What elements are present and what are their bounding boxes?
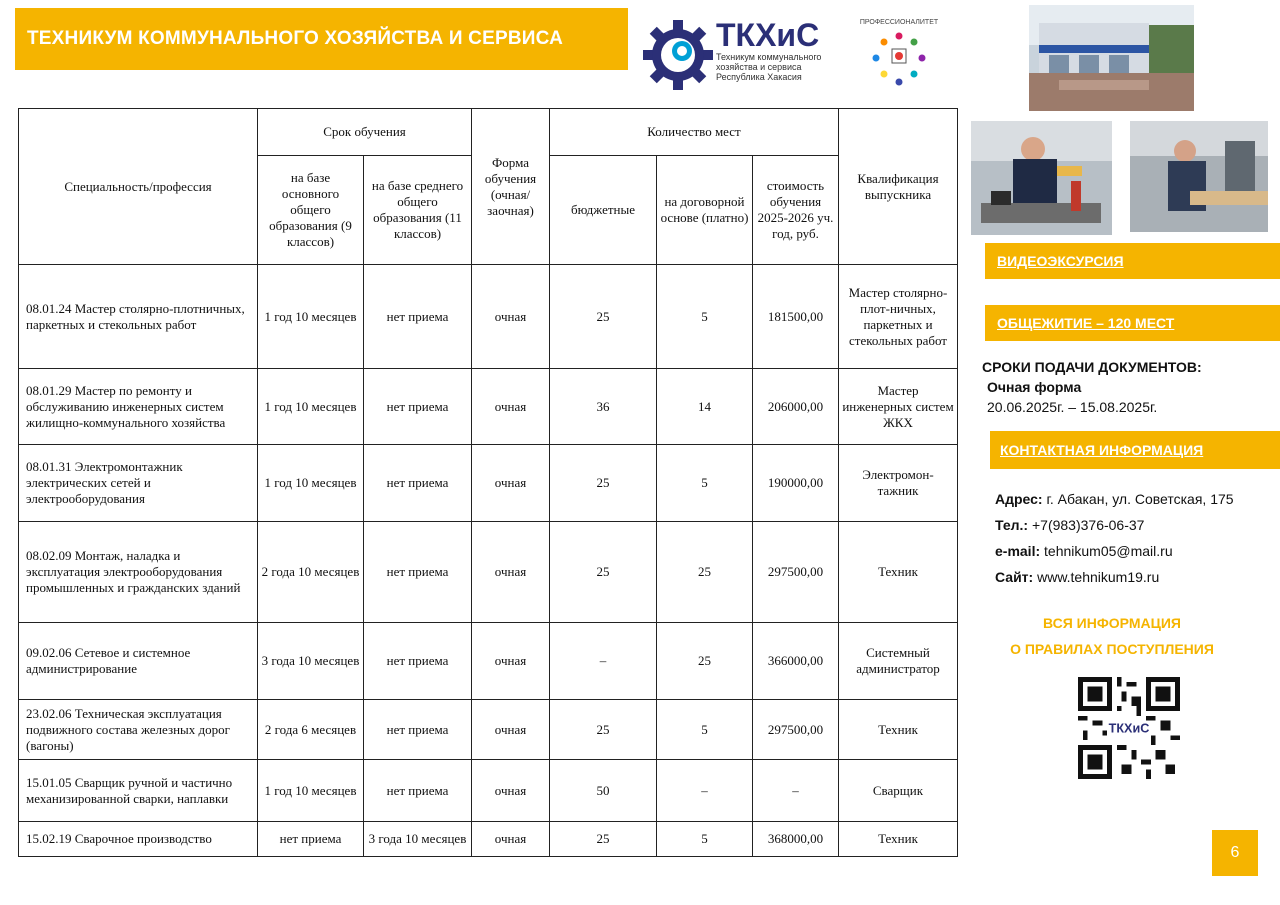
site-label: Сайт: bbox=[995, 569, 1034, 585]
header-specialty: Специальность/профессия bbox=[19, 109, 258, 265]
cell-duration-11: 3 года 10 месяцев bbox=[364, 822, 472, 857]
qr-label: ТКХиС bbox=[1108, 721, 1150, 736]
cell-duration-11: нет приема bbox=[364, 522, 472, 623]
cell-contract: – bbox=[657, 760, 753, 822]
cell-cost: 366000,00 bbox=[753, 623, 839, 700]
cell-qualification: Техник bbox=[839, 700, 958, 760]
tkhis-logo bbox=[643, 16, 843, 98]
cell-budget: 25 bbox=[550, 522, 657, 623]
page-title: ТЕХНИКУМ КОММУНАЛЬНОГО ХОЗЯЙСТВА И СЕРВИСА bbox=[27, 28, 563, 49]
cell-form: очная bbox=[472, 760, 550, 822]
cell-qualification: Мастер столярно-плот-ничных, паркетных и стекольных работ bbox=[839, 265, 958, 369]
video-tour-label: ВИДЕОЭКСУРСИЯ bbox=[997, 253, 1124, 269]
cell-duration-11: нет приема bbox=[364, 760, 472, 822]
cell-qualification: Электромон-тажник bbox=[839, 445, 958, 522]
workshop-photo-left bbox=[971, 121, 1112, 235]
cell-budget: 50 bbox=[550, 760, 657, 822]
logo-title: ТКХиС bbox=[716, 17, 820, 53]
cell-contract: 5 bbox=[657, 445, 753, 522]
cell-form: очная bbox=[472, 522, 550, 623]
header-duration: Срок обучения bbox=[258, 109, 472, 156]
cell-contract: 25 bbox=[657, 522, 753, 623]
info-line-1: ВСЯ ИНФОРМАЦИЯ bbox=[1043, 615, 1181, 631]
professionalitet-logo-icon bbox=[856, 12, 942, 96]
table-row bbox=[19, 822, 958, 857]
cell-duration-9: 1 год 10 месяцев bbox=[258, 265, 364, 369]
cell-budget: 25 bbox=[550, 445, 657, 522]
deadline-form: Очная форма bbox=[987, 379, 1082, 395]
page-number: 6 bbox=[1212, 830, 1258, 876]
cell-form: очная bbox=[472, 700, 550, 760]
cell-duration-9: 1 год 10 месяцев bbox=[258, 369, 364, 445]
prof-logo-label: ПРОФЕССИОНАЛИТЕТ bbox=[859, 19, 939, 26]
cell-specialty: 08.01.31 Электромонтажник электрических сетей и электрооборудования bbox=[19, 445, 258, 522]
cell-duration-9: 1 год 10 месяцев bbox=[258, 760, 364, 822]
cell-duration-9: 2 года 10 месяцев bbox=[258, 522, 364, 623]
table-row bbox=[19, 265, 958, 369]
phone-value[interactable]: +7(983)376-06-37 bbox=[1031, 517, 1145, 533]
cell-duration-9: нет приема bbox=[258, 822, 364, 857]
cell-duration-9: 1 год 10 месяцев bbox=[258, 445, 364, 522]
cell-form: очная bbox=[472, 623, 550, 700]
cell-contract: 25 bbox=[657, 623, 753, 700]
header-qualification: Квалификация выпускника bbox=[839, 109, 958, 265]
cell-cost: 297500,00 bbox=[753, 700, 839, 760]
cell-form: очная bbox=[472, 369, 550, 445]
cell-cost: 206000,00 bbox=[753, 369, 839, 445]
header-form: Форма обучения (очная/ заочная) bbox=[472, 109, 550, 265]
cell-contract: 5 bbox=[657, 700, 753, 760]
cell-qualification: Техник bbox=[839, 522, 958, 623]
cell-duration-11: нет приема bbox=[364, 623, 472, 700]
cell-qualification: Системный администратор bbox=[839, 623, 958, 700]
phone-label: Тел.: bbox=[995, 517, 1029, 533]
deadline-title: СРОКИ ПОДАЧИ ДОКУМЕНТОВ: bbox=[982, 359, 1202, 375]
cell-duration-11: нет приема bbox=[364, 700, 472, 760]
cell-cost: 368000,00 bbox=[753, 822, 839, 857]
cell-budget: 25 bbox=[550, 822, 657, 857]
cell-specialty: 15.02.19 Сварочное производство bbox=[19, 822, 258, 857]
cell-qualification: Сварщик bbox=[839, 760, 958, 822]
cell-specialty: 09.02.06 Сетевое и системное администрирование bbox=[19, 623, 258, 700]
table-row bbox=[19, 623, 958, 700]
cell-qualification: Мастер инженерных систем ЖКХ bbox=[839, 369, 958, 445]
header-budget: бюджетные bbox=[550, 156, 657, 265]
address-label: Адрес: bbox=[995, 491, 1043, 507]
qr-code-icon[interactable] bbox=[1078, 677, 1180, 779]
table-row bbox=[19, 445, 958, 522]
dorm-label: ОБЩЕЖИТИЕ – 120 МЕСТ bbox=[997, 315, 1175, 331]
workshop-photo-right bbox=[1130, 121, 1268, 232]
cell-form: очная bbox=[472, 445, 550, 522]
deadline-dates: 20.06.2025г. – 15.08.2025г. bbox=[987, 399, 1158, 415]
cell-budget: – bbox=[550, 623, 657, 700]
deadline-block bbox=[982, 357, 1202, 417]
contact-info-label: КОНТАКТНАЯ ИНФОРМАЦИЯ bbox=[1000, 442, 1204, 458]
cell-budget: 25 bbox=[550, 700, 657, 760]
cell-contract: 14 bbox=[657, 369, 753, 445]
info-line-2: О ПРАВИЛАХ ПОСТУПЛЕНИЯ bbox=[1010, 641, 1214, 657]
gear-logo-icon bbox=[643, 20, 713, 90]
admission-rules-note bbox=[982, 610, 1242, 662]
header-contract: на договорной основе (платно) bbox=[657, 156, 753, 265]
cell-duration-11: нет приема bbox=[364, 369, 472, 445]
table-row bbox=[19, 700, 958, 760]
cell-contract: 5 bbox=[657, 822, 753, 857]
logo-subtitle: Техникум коммунального хозяйства и сервиса Республика Хакасия bbox=[716, 52, 822, 82]
video-tour-link[interactable] bbox=[985, 243, 1280, 279]
cell-cost: 297500,00 bbox=[753, 522, 839, 623]
dorm-link[interactable] bbox=[985, 305, 1280, 341]
cell-cost: 190000,00 bbox=[753, 445, 839, 522]
table-row bbox=[19, 369, 958, 445]
building-photo bbox=[1029, 5, 1194, 111]
cell-specialty: 08.01.24 Мастер столярно-плотничных, паркетных и стекольных работ bbox=[19, 265, 258, 369]
contact-info-link[interactable] bbox=[990, 431, 1280, 469]
cell-duration-9: 2 года 6 месяцев bbox=[258, 700, 364, 760]
cell-cost: – bbox=[753, 760, 839, 822]
cell-qualification: Техник bbox=[839, 822, 958, 857]
email-label: e-mail: bbox=[995, 543, 1041, 559]
header-banner bbox=[15, 8, 628, 70]
cell-form: очная bbox=[472, 822, 550, 857]
cell-specialty: 15.01.05 Сварщик ручной и частично механизированной сварки, наплавки bbox=[19, 760, 258, 822]
cell-cost: 181500,00 bbox=[753, 265, 839, 369]
cell-specialty: 23.02.06 Техническая эксплуатация подвижного состава железных дорог (вагоны) bbox=[19, 700, 258, 760]
email-value[interactable]: tehnikum05@mail.ru bbox=[1044, 543, 1173, 559]
header-places: Количество мест bbox=[550, 109, 839, 156]
cell-budget: 36 bbox=[550, 369, 657, 445]
address-value: г. Абакан, ул. Советская, 175 bbox=[1046, 491, 1234, 507]
cell-duration-11: нет приема bbox=[364, 445, 472, 522]
contacts-block bbox=[995, 486, 1234, 590]
cell-specialty: 08.01.29 Мастер по ремонту и обслуживанию инженерных систем жилищно-коммунального хозяйства bbox=[19, 369, 258, 445]
header-duration-11: на базе среднего общего образования (11 классов) bbox=[364, 156, 472, 265]
table-row bbox=[19, 760, 958, 822]
cell-duration-9: 3 года 10 месяцев bbox=[258, 623, 364, 700]
cell-budget: 25 bbox=[550, 265, 657, 369]
header-cost: стоимость обучения 2025-2026 уч. год, руб. bbox=[753, 156, 839, 265]
header-duration-9: на базе основного общего образования (9 классов) bbox=[258, 156, 364, 265]
programs-table bbox=[18, 108, 958, 857]
cell-contract: 5 bbox=[657, 265, 753, 369]
cell-form: очная bbox=[472, 265, 550, 369]
site-value[interactable]: www.tehnikum19.ru bbox=[1037, 569, 1160, 585]
cell-specialty: 08.02.09 Монтаж, наладка и эксплуатация электрооборудования промышленных и гражданских зданий bbox=[19, 522, 258, 623]
table-row bbox=[19, 522, 958, 623]
cell-duration-11: нет приема bbox=[364, 265, 472, 369]
